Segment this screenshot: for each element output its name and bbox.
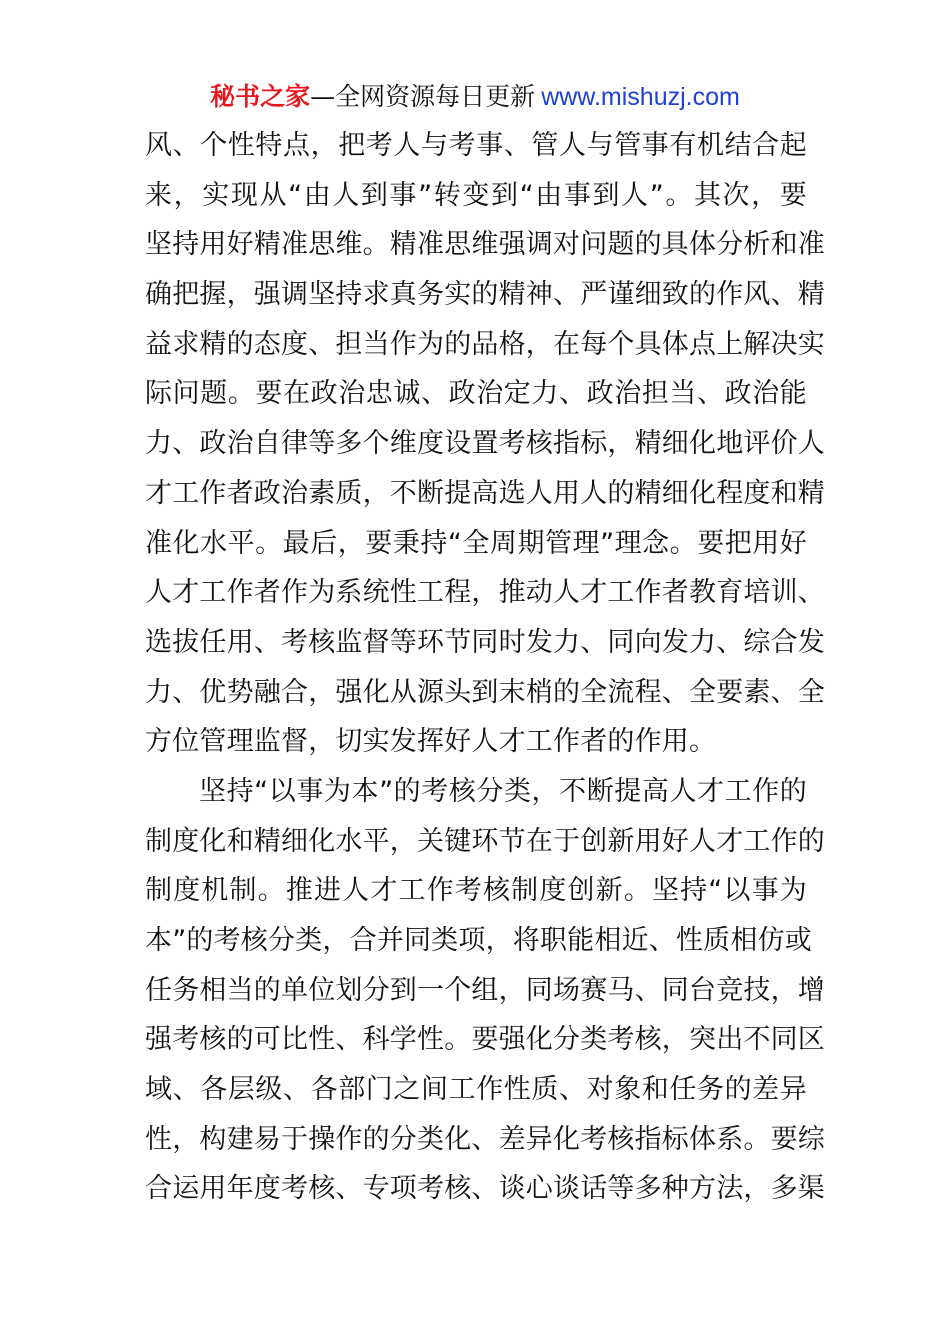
text-line: 准化水平。最后，要秉持“全周期管理”理念。要把用好 — [145, 527, 807, 559]
text-line: 域、各层级、各部门之间工作性质、对象和任务的差异 — [145, 1074, 807, 1106]
paragraph — [145, 121, 825, 767]
text-line: 坚持“以事为本”的考核分类，不断提高人才工作的 — [199, 775, 807, 807]
text-line: 任务相当的单位划分到一个组，同场赛马、同台竞技，增 — [145, 974, 825, 1006]
text-line: 坚持用好精准思维。精准思维强调对问题的具体分析和准 — [145, 229, 825, 261]
text-line: 性，构建易于操作的分类化、差异化考核指标体系。要综 — [145, 1123, 825, 1155]
brand-name: 秘书之家 — [210, 82, 311, 111]
text-line: 风、个性特点，把考人与考事、管人与管事有机结合起 — [145, 130, 807, 161]
text-line: 制度化和精细化水平，关键环节在于创新用好人才工作的 — [145, 825, 825, 857]
text-line: 方位管理监督，切实发挥好人才工作者的作用。 — [145, 726, 717, 758]
site-url-link[interactable]: www.mishuzj.com — [541, 83, 740, 111]
header-tagline: —全网资源每日更新 — [310, 82, 536, 111]
text-line: 际问题。要在政治忠诚、政治定力、政治担当、政治能 — [145, 378, 807, 410]
text-line: 力、政治自律等多个维度设置考核指标，精细化地评价人 — [145, 428, 825, 460]
text-line: 确把握，强调坚持求真务实的精神、严谨细致的作风、精 — [145, 279, 825, 311]
paragraph — [145, 767, 825, 1214]
document-body — [145, 121, 825, 1214]
text-line: 选拔任用、考核监督等环节同时发力、同向发力、综合发 — [145, 626, 825, 658]
text-line: 本”的考核分类，合并同类项，将职能相近、性质相仿或 — [145, 925, 812, 956]
text-line: 来，实现从“由人到事”转变到“由事到人”。其次，要 — [145, 179, 807, 211]
text-line: 益求精的态度、担当作为的品格，在每个具体点上解决实 — [145, 328, 825, 360]
page-header — [0, 80, 950, 114]
text-line: 制度机制。推进人才工作考核制度创新。坚持“以事为 — [145, 875, 807, 907]
text-line: 力、优势融合，强化从源头到末梢的全流程、全要素、全 — [145, 676, 825, 708]
text-line: 合运用年度考核、专项考核、谈心谈话等多种方法，多渠 — [145, 1173, 825, 1205]
text-line: 才工作者政治素质，不断提高选人用人的精细化程度和精 — [145, 477, 825, 509]
text-line: 强考核的可比性、科学性。要强化分类考核，突出不同区 — [145, 1024, 825, 1056]
text-line: 人才工作者作为系统性工程，推动人才工作者教育培训、 — [145, 577, 825, 609]
